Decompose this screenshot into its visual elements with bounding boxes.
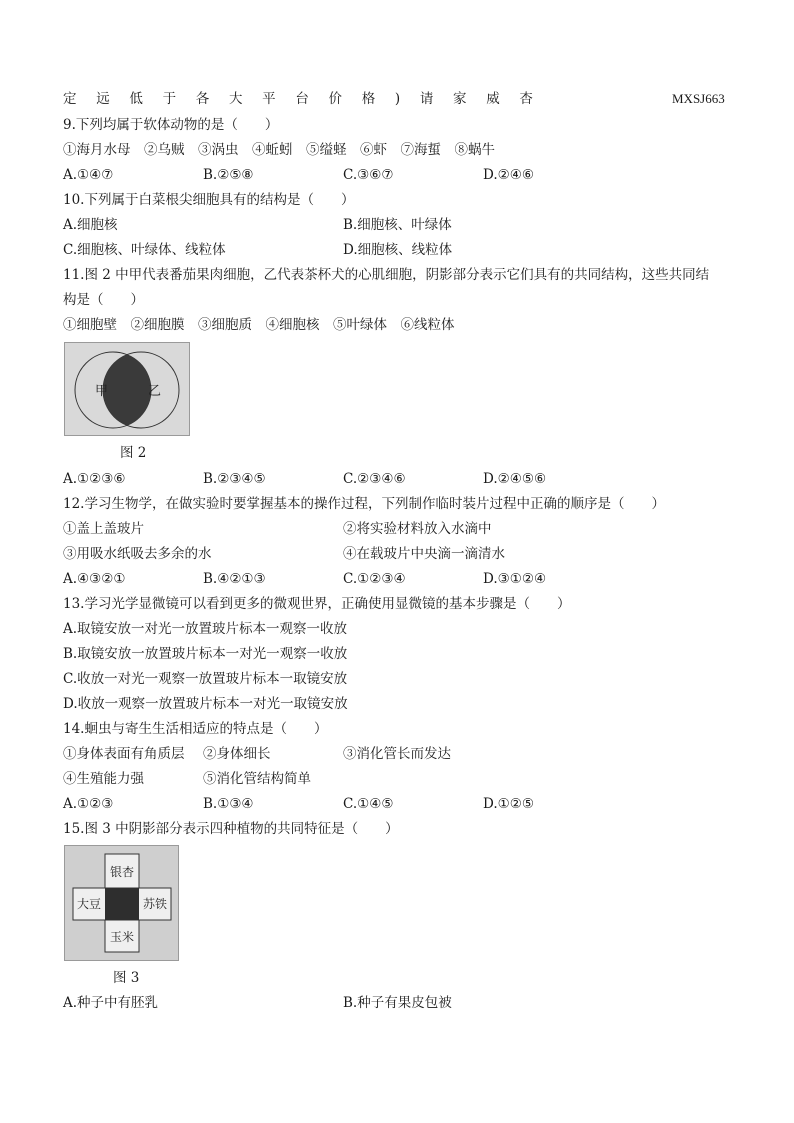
q10-option-d: D.细胞核、线粒体 — [343, 242, 453, 258]
q13-option-a: A.取镜安放一对光一放置玻片标本一观察一收放 — [63, 621, 348, 637]
q13-option-b: B.取镜安放一放置玻片标本一对光一观察一收放 — [63, 646, 348, 662]
q13-stem: 13.学习光学显微镜可以看到更多的微观世界，正确使用显微镜的基本步骤是（ ） — [63, 596, 571, 612]
q10-option-c: C.细胞核、叶绿体、线粒体 — [63, 242, 226, 258]
q10-option-b: B.细胞核、叶绿体 — [343, 217, 452, 233]
figure-2-venn — [64, 342, 190, 436]
q12-step-1: ①盖上盖玻片 — [63, 521, 144, 537]
q14-item-2: ②身体细长 — [203, 746, 271, 762]
header-char: 台 — [295, 91, 309, 107]
header-watermark — [63, 90, 533, 108]
q14-option-a: A.①②③ — [63, 796, 114, 812]
header-char: 家 — [453, 91, 467, 107]
header-char: 平 — [262, 91, 276, 107]
header-char: 威 — [486, 91, 500, 107]
cross-top-label: 银杏 — [109, 865, 135, 879]
header-char: 远 — [96, 91, 110, 107]
figure-2-caption: 图 2 — [120, 445, 147, 461]
q14-item-3: ③消化管长而发达 — [343, 746, 451, 762]
q11-option-a: A.①②③⑥ — [63, 471, 126, 487]
header-char: ) — [394, 91, 401, 107]
header-char: 大 — [228, 91, 243, 107]
header-char: 请 — [419, 91, 434, 107]
cross-left-label: 大豆 — [76, 897, 102, 911]
header-char: 各 — [195, 91, 210, 107]
venn-right-label: 乙 — [148, 384, 162, 399]
q11-option-c: C.②③④⑥ — [343, 471, 406, 487]
q15-stem: 15.图 3 中阴影部分表示四种植物的共同特征是（ ） — [63, 821, 399, 837]
q13-option-d: D.收放一观察一放置玻片标本一对光一取镜安放 — [63, 696, 348, 712]
q12-stem: 12.学习生物学，在做实验时要掌握基本的操作过程，下列制作临时装片过程中正确的顺序是（ ） — [63, 496, 665, 512]
figure-3-caption: 图 3 — [113, 970, 140, 986]
q11-stem-line2: 构是（ ） — [63, 292, 144, 308]
q12-option-c: C.①②③④ — [343, 571, 406, 587]
q10-option-a: A.细胞核 — [63, 217, 118, 233]
q9-items: ①海月水母 ②乌贼 ③涡虫 ④蚯蚓 ⑤缢蛏 ⑥虾 ⑦海蜇 ⑧蜗牛 — [63, 142, 495, 158]
q14-stem: 14.蛔虫与寄生生活相适应的特点是（ ） — [63, 721, 328, 737]
q12-option-a: A.④③②① — [63, 571, 126, 587]
q15-option-a: A.种子中有胚乳 — [63, 995, 159, 1011]
header-char: 低 — [129, 91, 143, 107]
q13-option-c: C.收放一对光一观察一放置玻片标本一取镜安放 — [63, 671, 348, 687]
q14-item-4: ④生殖能力强 — [63, 771, 144, 787]
q14-option-d: D.①②⑤ — [483, 796, 534, 812]
q12-option-d: D.③①②④ — [483, 571, 547, 587]
header-char: 杏 — [519, 91, 533, 107]
q9-option-a: A.①④⑦ — [63, 167, 114, 183]
q14-option-b: B.①③④ — [203, 796, 254, 812]
q9-option-b: B.②⑤⑧ — [203, 167, 254, 183]
q11-option-b: B.②③④⑤ — [203, 471, 266, 487]
cross-shared-region — [105, 888, 139, 920]
q15-option-b: B.种子有果皮包被 — [343, 995, 452, 1011]
q14-item-5: ⑤消化管结构简单 — [203, 771, 311, 787]
venn-diagram — [65, 343, 189, 435]
venn-left-label: 甲 — [95, 384, 109, 399]
q11-stem-line1: 11.图 2 中甲代表番茄果肉细胞，乙代表茶杯犬的心肌细胞，阴影部分表示它们具有的共同结构，这些共同结 — [63, 267, 710, 283]
cross-diagram — [65, 846, 178, 960]
q12-step-2: ②将实验材料放入水滴中 — [343, 521, 492, 537]
q9-stem: 9.下列均属于软体动物的是（ ） — [63, 117, 279, 133]
cross-right-label: 苏铁 — [142, 897, 168, 911]
q12-option-b: B.④②①③ — [203, 571, 266, 587]
header-char: 格 — [361, 91, 376, 107]
q9-option-c: C.③⑥⑦ — [343, 167, 394, 183]
cross-bottom-label: 玉米 — [109, 930, 135, 944]
q11-option-d: D.②④⑤⑥ — [483, 471, 547, 487]
figure-3-cross — [64, 845, 179, 961]
q10-stem: 10.下列属于白菜根尖细胞具有的结构是（ ） — [63, 192, 355, 208]
q11-items: ①细胞壁 ②细胞膜 ③细胞质 ④细胞核 ⑤叶绿体 ⑥线粒体 — [63, 317, 455, 333]
q14-item-1: ①身体表面有角质层 — [63, 746, 185, 762]
header-char: 于 — [162, 91, 177, 107]
header-char: 定 — [63, 91, 77, 107]
q12-step-4: ④在载玻片中央滴一滴清水 — [343, 546, 505, 562]
q14-option-c: C.①④⑤ — [343, 796, 394, 812]
document-code: MXSJ663 — [672, 91, 725, 106]
header-char: 价 — [328, 91, 342, 107]
q9-option-d: D.②④⑥ — [483, 167, 534, 183]
q12-step-3: ③用吸水纸吸去多余的水 — [63, 546, 212, 562]
